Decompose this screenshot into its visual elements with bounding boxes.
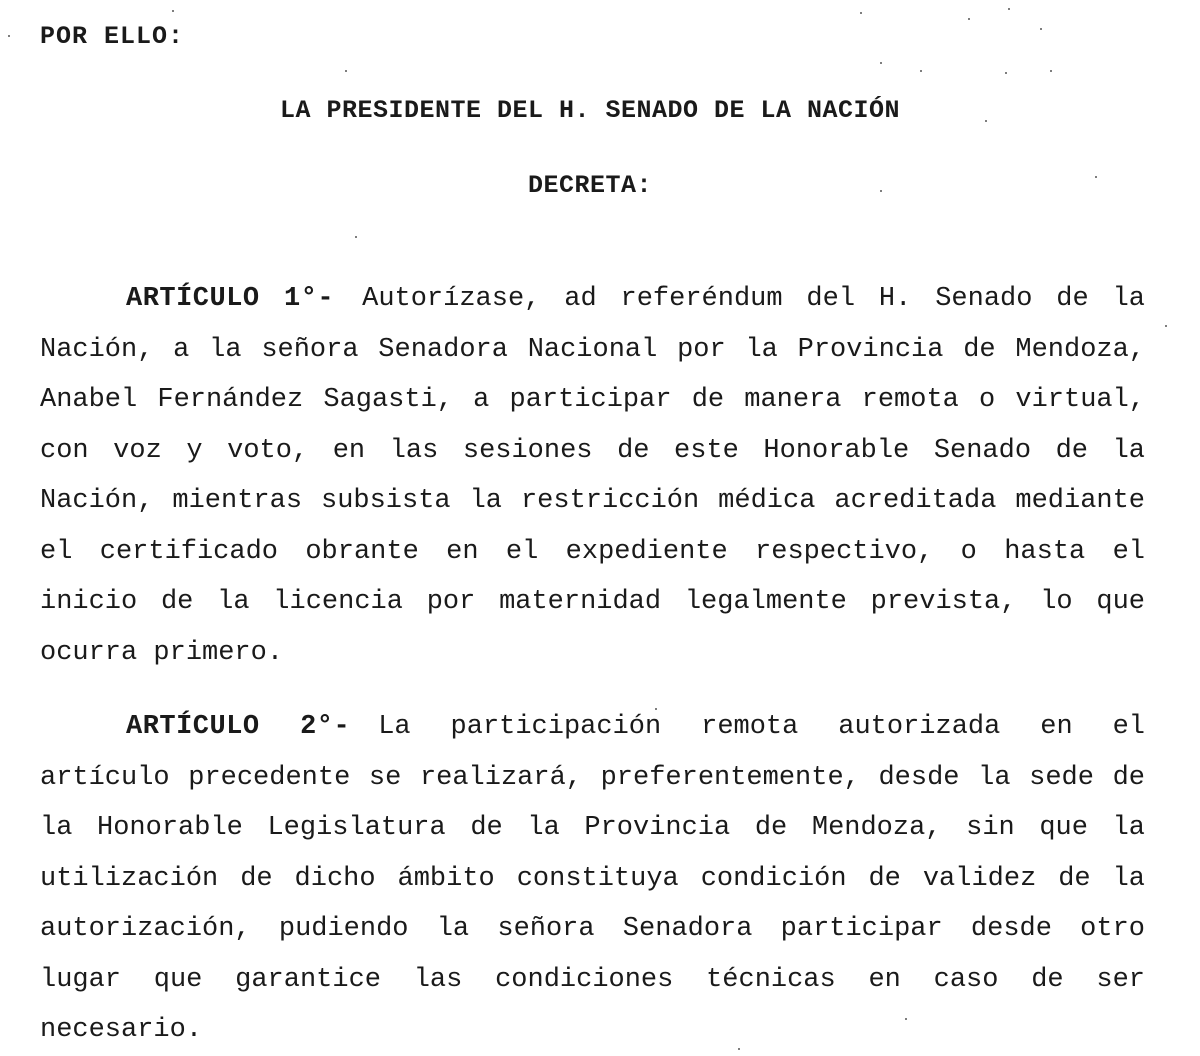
scan-speck [655, 708, 657, 710]
scan-speck [738, 1048, 740, 1050]
scan-speck [1095, 176, 1097, 178]
scan-speck [968, 18, 970, 20]
article-2-label: ARTÍCULO 2°- [126, 712, 351, 742]
scan-speck [880, 190, 882, 192]
scan-speck [8, 35, 10, 37]
decreta-heading: DECRETA: [527, 171, 653, 200]
article-1 [40, 274, 1145, 678]
scan-speck [1005, 72, 1007, 74]
scan-speck [1165, 325, 1167, 327]
article-1-text: Autorízase, ad referéndum del H. Senado de la Nación, a la señora Senadora Nacional por la Provincia de Mendoza, Anabel Fernández Sagasti, a participar de manera remota o virtual, con voz y voto, en las sesiones de este Honorable Senado de la Nación, mientras subsista la restricción médica acreditada mediante el certificado obrante en el expediente respectivo, o hasta el inicio de la licencia por maternidad legalmente prevista, lo que ocurra primero. [40, 284, 1146, 668]
article-2-text: La participación remota autorizada en el artículo precedente se realizará, preferentemente, desde la sede de la Honorable Legislatura de la Provincia de Mendoza, sin que la utilización de dicho ámbito constituya condición de validez de la autorización, pudiendo la señora Senadora participar desde otro lugar que garantice las condiciones técnicas en caso de ser necesario. [40, 712, 1146, 1045]
scan-speck [1050, 70, 1052, 72]
scan-speck [905, 1018, 907, 1020]
presidente-heading: LA PRESIDENTE DEL H. SENADO DE LA NACIÓN [279, 96, 901, 125]
scan-speck [172, 10, 174, 12]
scan-speck [880, 62, 882, 64]
scan-speck [355, 236, 357, 238]
scan-speck [860, 12, 862, 14]
scan-speck [985, 120, 987, 122]
por-ello-heading: POR ELLO: [40, 22, 185, 51]
article-2 [40, 702, 1145, 1056]
scan-speck [1008, 8, 1010, 10]
article-1-label: ARTÍCULO 1°- [126, 284, 335, 314]
scan-speck [345, 70, 347, 72]
scan-speck [1040, 28, 1042, 30]
scan-speck [920, 70, 922, 72]
